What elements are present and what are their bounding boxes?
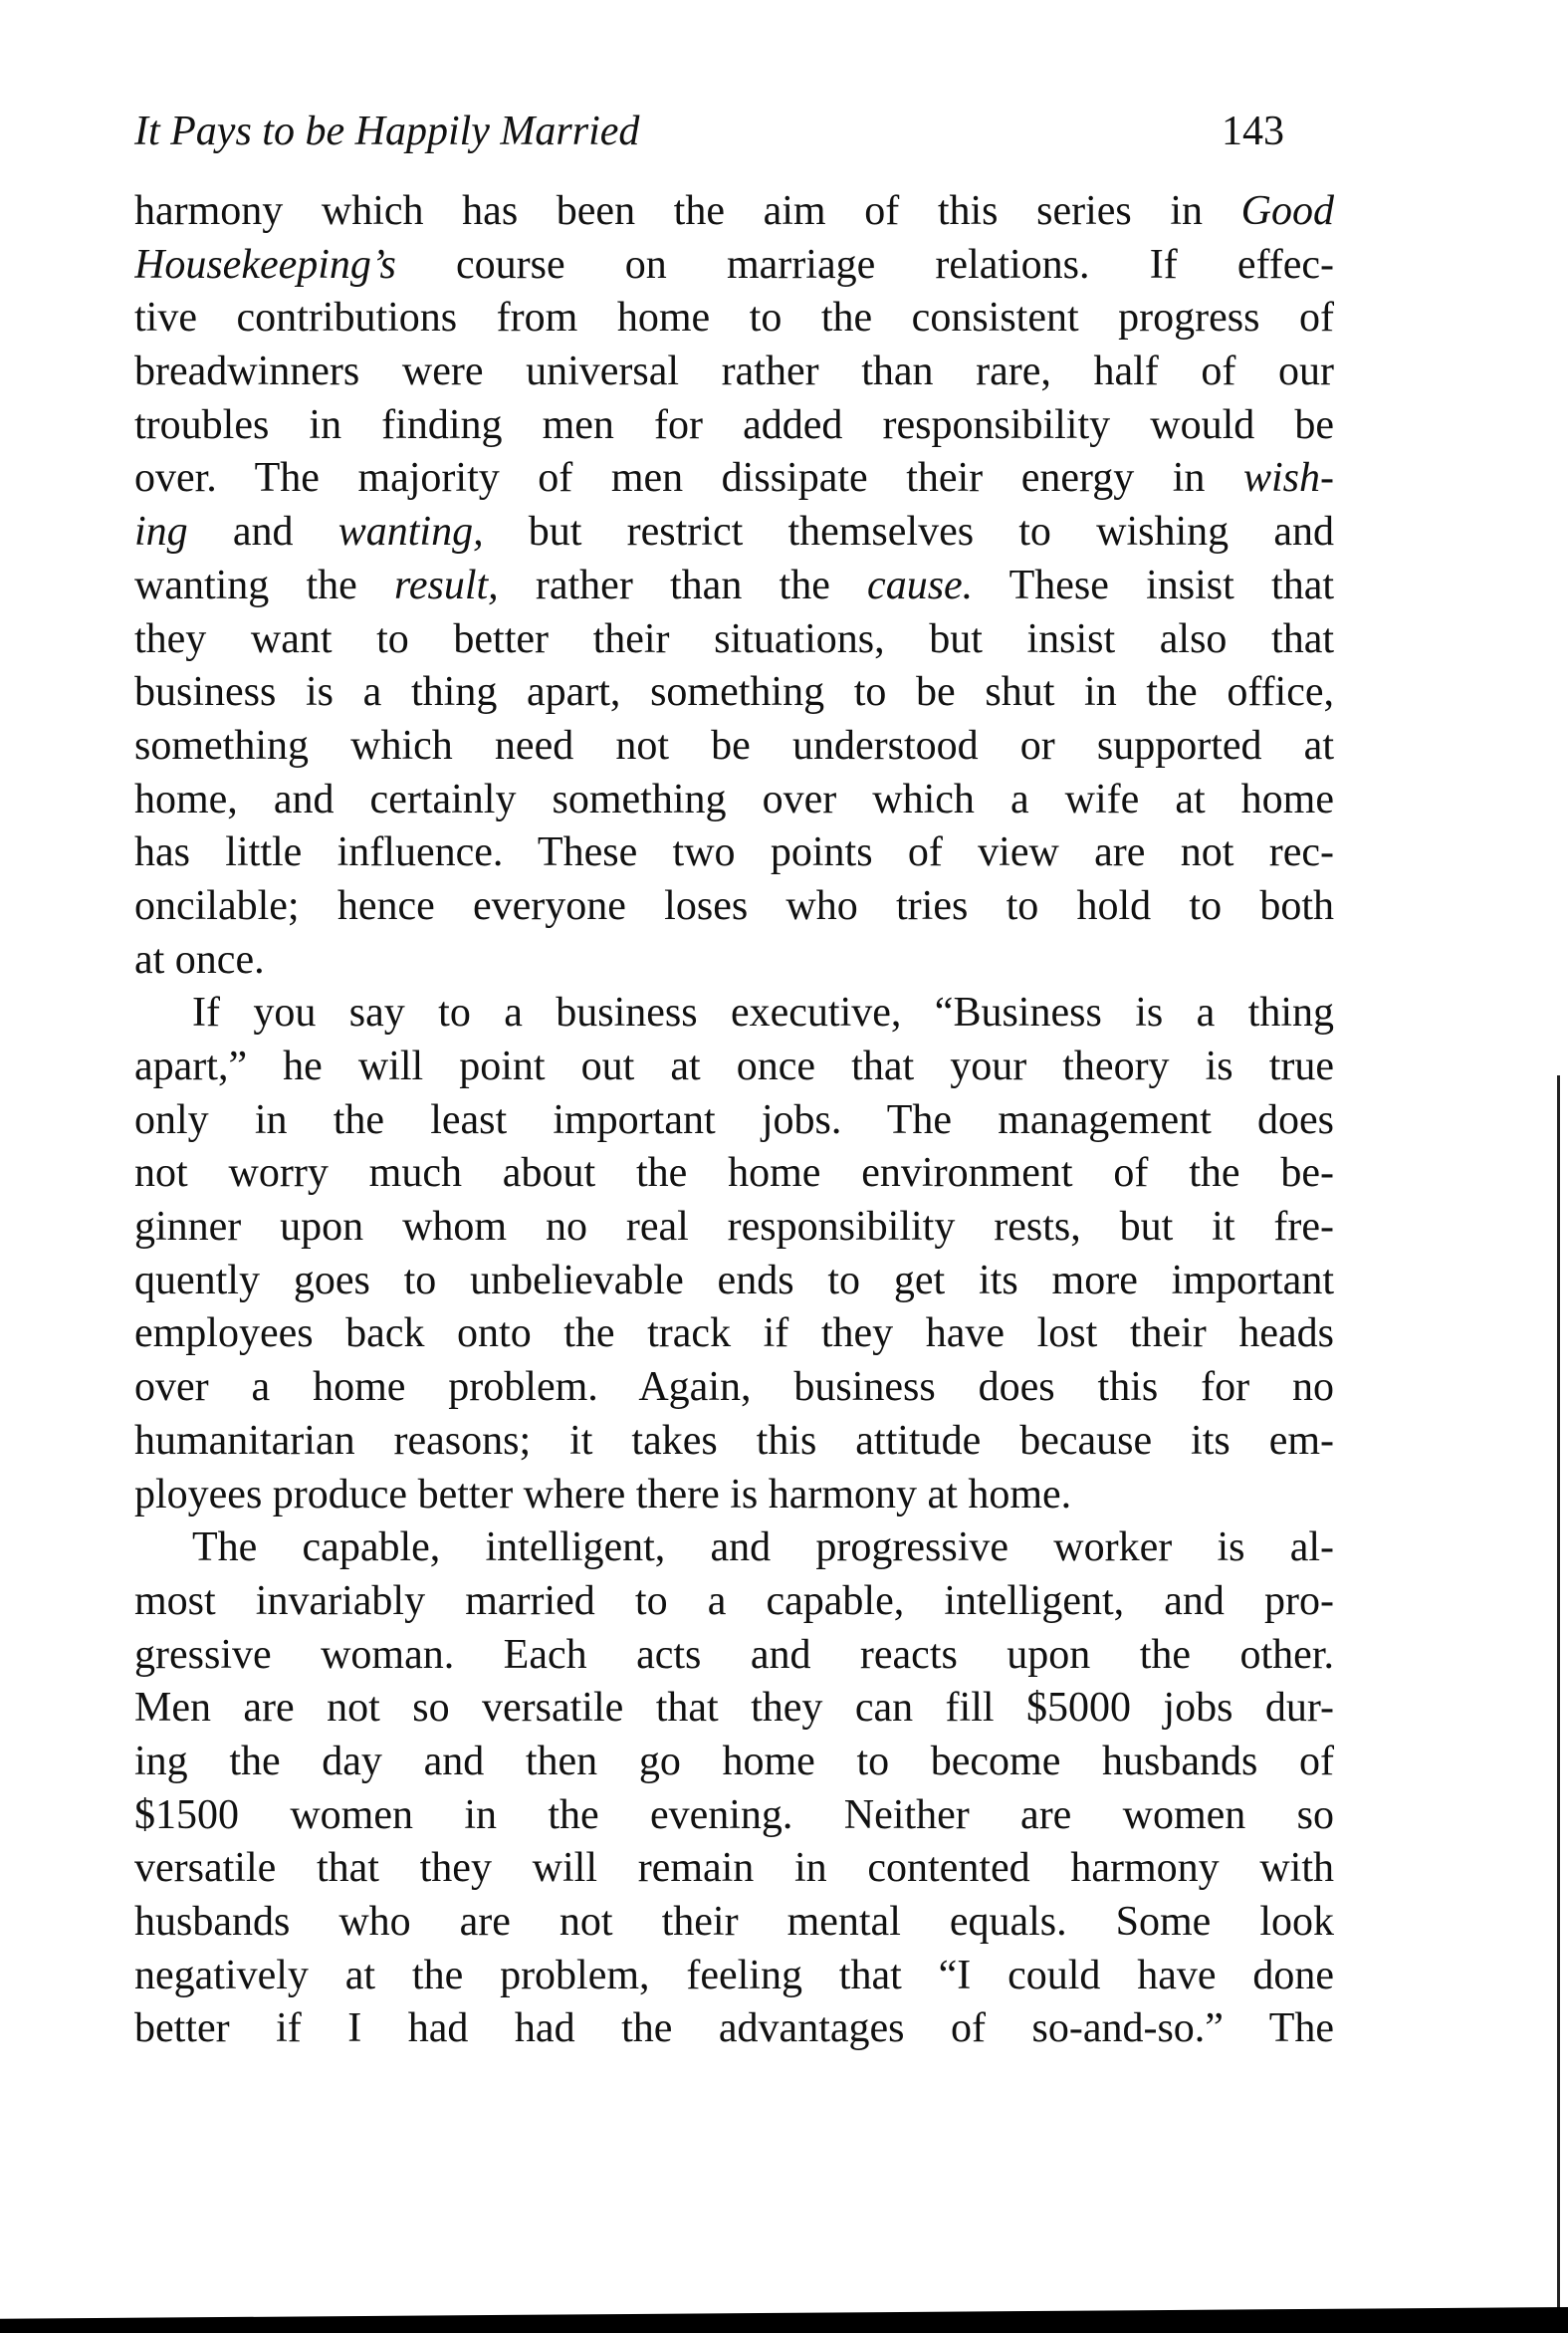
text-segment: The capable, intelligent, and progressive worker is al- [192, 1524, 1334, 1571]
text-line [134, 1629, 1334, 1683]
text-segment: rather than the [498, 562, 868, 608]
text-line [134, 987, 1334, 1041]
text-segment: Men are not so versatile that they can fill $5000 jobs dur- [134, 1685, 1334, 1732]
text-segment: If you say to a business executive, “Business is a thing [192, 990, 1334, 1037]
text-segment: gressive woman. Each acts and reacts upon the other. [134, 1631, 1334, 1678]
text-segment: oncilable; hence everyone loses who tries to hold to both [134, 882, 1334, 929]
italic-text: Housekeeping’s [134, 241, 396, 288]
text-line [134, 239, 1334, 293]
text-line [134, 934, 1334, 988]
text-segment: not worry much about the home environment of the be- [134, 1150, 1334, 1197]
text-line [134, 1255, 1334, 1308]
scan-bottom-edge [0, 2307, 1568, 2333]
text-segment: most invariably married to a capable, intelligent, and pro- [134, 1577, 1334, 1624]
text-segment: but restrict themselves to wishing and [483, 509, 1334, 556]
text-segment: ployees produce better where there is harmony at home. [134, 1471, 1072, 1517]
text-segment: ginner upon whom no real responsibility rests, but it fre- [134, 1204, 1334, 1251]
text-line [134, 1361, 1334, 1415]
text-line [134, 613, 1334, 667]
text-segment: employees back onto the track if they have lost their heads [134, 1310, 1334, 1357]
text-segment: husbands who are not their mental equals. Some look [134, 1899, 1334, 1945]
text-line [134, 1789, 1334, 1843]
italic-text: cause. [867, 562, 974, 608]
text-segment: $1500 women in the evening. Neither are women so [134, 1791, 1334, 1838]
text-segment: home, and certainly something over which a wife at home [134, 776, 1334, 822]
italic-text: wish- [1242, 455, 1334, 502]
text-segment: These insist that [973, 562, 1334, 608]
text-segment: at once. [134, 936, 265, 983]
text-line [134, 1201, 1334, 1255]
text-line [134, 1147, 1334, 1201]
text-line [134, 1575, 1334, 1629]
text-segment: course on marriage relations. If effec- [395, 241, 1334, 288]
text-line [134, 185, 1334, 239]
text-segment: better if I had had the advantages of so-and-so.” The [134, 2005, 1334, 2052]
text-line [134, 1842, 1334, 1896]
text-segment: troubles in finding men for added responsibility would be [134, 401, 1334, 448]
text-line [134, 1682, 1334, 1736]
text-line [134, 1469, 1334, 1522]
page-number: 143 [1222, 109, 1284, 154]
text-segment: ing the day and then go home to become husbands of [134, 1738, 1334, 1784]
text-line [134, 346, 1334, 399]
text-line [134, 506, 1334, 560]
text-line [134, 666, 1334, 720]
text-segment: harmony which has been the aim of this series in [134, 188, 1241, 234]
text-segment: business is a thing apart, something to be shut in the office, [134, 669, 1334, 716]
text-line [134, 1521, 1334, 1575]
running-head-title: It Pays to be Happily Married [134, 109, 640, 154]
italic-text: result, [394, 562, 499, 608]
text-line [134, 1950, 1334, 2003]
text-line [134, 399, 1334, 453]
body-text [134, 185, 1334, 2056]
running-head [134, 108, 1284, 155]
text-segment: they want to better their situations, but insist also that [134, 615, 1334, 662]
text-line [134, 1736, 1334, 1789]
text-segment: wanting the [134, 562, 395, 608]
text-line [134, 720, 1334, 774]
text-segment: and [187, 509, 338, 556]
text-segment: over a home problem. Again, business does this for no [134, 1364, 1334, 1411]
text-segment: breadwinners were universal rather than rare, half of our [134, 349, 1334, 395]
text-line [134, 826, 1334, 880]
italic-text: Good [1240, 188, 1334, 234]
text-segment: has little influence. These two points of view are not rec- [134, 829, 1334, 876]
text-segment: only in the least important jobs. The management does [134, 1096, 1334, 1143]
italic-text: ing [134, 509, 188, 556]
text-line [134, 1094, 1334, 1148]
italic-text: wanting, [337, 509, 484, 556]
text-segment: apart,” he will point out at once that your theory is true [134, 1044, 1334, 1089]
text-segment: humanitarian reasons; it takes this attitude because its em- [134, 1417, 1334, 1464]
text-segment: versatile that they will remain in contented harmony with [134, 1845, 1334, 1892]
text-line [134, 880, 1334, 934]
text-line [134, 452, 1334, 506]
text-line [134, 292, 1334, 346]
text-segment: over. The majority of men dissipate their energy in [134, 455, 1243, 502]
text-segment: quently goes to unbelievable ends to get its more important [134, 1257, 1334, 1303]
text-line [134, 2002, 1334, 2056]
text-segment: tive contributions from home to the consistent progress of [134, 295, 1334, 342]
text-line [134, 1041, 1334, 1094]
text-segment: negatively at the problem, feeling that “I could have done [134, 1952, 1334, 1998]
text-line [134, 1896, 1334, 1950]
text-line [134, 1415, 1334, 1469]
text-segment: something which need not be understood or supported at [134, 722, 1334, 769]
text-line [134, 560, 1334, 613]
text-line [134, 1307, 1334, 1361]
page-edge-line [1557, 1075, 1560, 2320]
text-line [134, 774, 1334, 827]
